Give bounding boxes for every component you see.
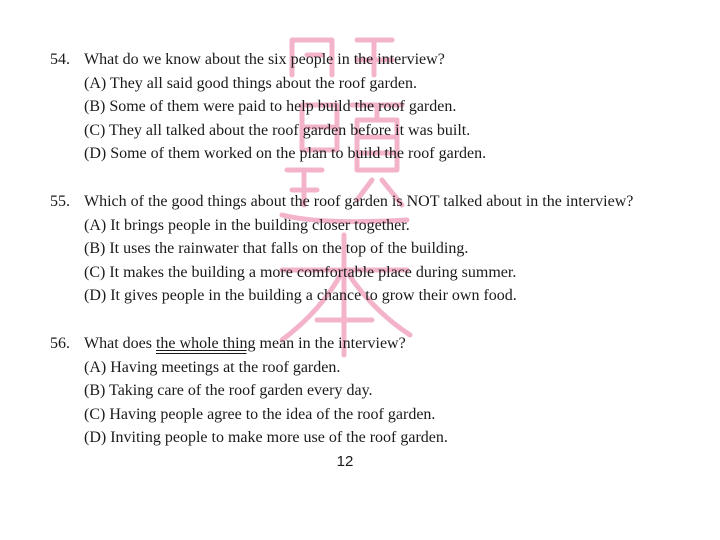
option-b: (B) Taking care of the roof garden every day. <box>84 382 373 399</box>
question-55 <box>50 190 690 308</box>
question-54 <box>50 48 690 166</box>
page-number-text: 12 <box>336 453 354 470</box>
option-d: (D) Inviting people to make more use of the roof garden. <box>84 429 448 446</box>
question-text: Which of the good things about the roof garden is NOT talked about in the interview? <box>84 193 634 210</box>
option-c: (C) They all talked about the roof garden before it was built. <box>84 121 471 139</box>
option-c: (C) It makes the building a more comfortable place during summer. <box>84 263 517 281</box>
question-number: 56. <box>50 335 70 352</box>
question-number: 54. <box>50 51 70 68</box>
question-number: 55. <box>50 193 70 210</box>
question-stem <box>50 332 690 356</box>
question-text-before: What does <box>84 335 156 352</box>
question-stem <box>50 190 690 214</box>
option-b: (B) Some of them were paid to help build the roof garden. <box>84 98 457 115</box>
option-a: (A) Having meetings at the roof garden. <box>84 358 341 376</box>
underlined-phrase: the whole thing <box>155 335 256 352</box>
question-56 <box>50 332 690 450</box>
page-number <box>0 453 720 470</box>
option-a: (A) It brings people in the building closer together. <box>84 216 410 234</box>
option-c: (C) Having people agree to the idea of the roof garden. <box>84 405 436 423</box>
question-text-after: mean in the interview? <box>255 335 406 352</box>
question-stem <box>50 48 690 72</box>
question-text <box>84 332 406 356</box>
option-b: (B) It uses the rainwater that falls on the top of the building. <box>84 240 469 257</box>
option-d: (D) Some of them worked on the plan to build the roof garden. <box>84 145 487 162</box>
option-d: (D) It gives people in the building a chance to grow their own food. <box>84 287 517 304</box>
option-a: (A) They all said good things about the roof garden. <box>84 74 417 92</box>
question-text: What do we know about the six people in the interview? <box>84 51 445 68</box>
